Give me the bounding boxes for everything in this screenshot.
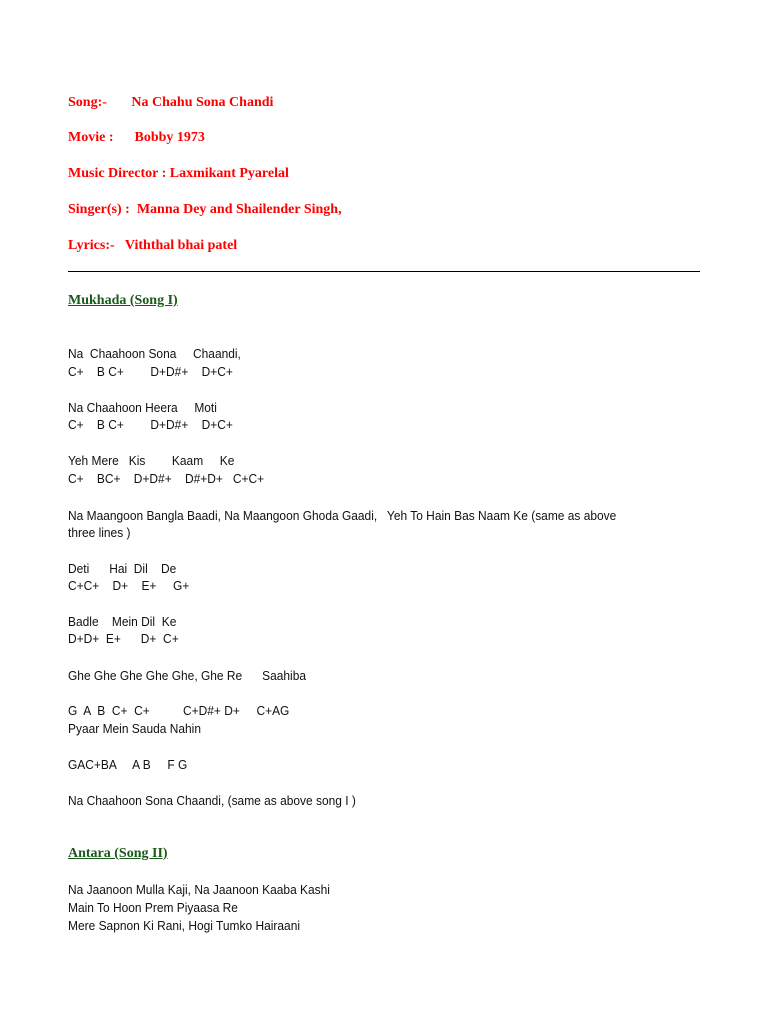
lyric-line: Deti Hai Dil De: [68, 561, 177, 576]
chord-line: D+D+ E+ D+ C+: [68, 631, 179, 646]
chord-line: C+ B C+ D+D#+ D+C+: [68, 364, 233, 379]
lyric-line: Main To Hoon Prem Piyaasa Re: [68, 900, 238, 915]
lyric-line: three lines ): [68, 525, 131, 540]
singers: Singer(s) : Manna Dey and Shailender Singh,: [68, 202, 342, 217]
divider-rule: [68, 271, 700, 272]
lyric-line: Mere Sapnon Ki Rani, Hogi Tumko Hairaani: [68, 918, 301, 933]
chord-line: C+ BC+ D+D#+ D#+D+ C+C+: [68, 471, 265, 486]
chord-line: GAC+BA A B F G: [68, 757, 188, 772]
lyric-line: Na Chaahoon Sona Chaandi,: [68, 346, 241, 361]
chord-line: C+C+ D+ E+ G+: [68, 578, 190, 593]
chord-line: G A B C+ C+ C+D#+ D+ C+AG: [68, 703, 290, 718]
music-director: Music Director : Laxmikant Pyarelal: [68, 166, 289, 181]
lyric-line: Na Chaahoon Sona Chaandi, (same as above song I ): [68, 793, 356, 808]
chord-line: C+ B C+ D+D#+ D+C+: [68, 417, 233, 432]
mukhada-heading: Mukhada (Song I): [68, 293, 178, 308]
antara-heading: Antara (Song II): [68, 846, 168, 861]
lyric-line: Ghe Ghe Ghe Ghe Ghe, Ghe Re Saahiba: [68, 668, 307, 683]
lyricist: Lyrics:- Viththal bhai patel: [68, 238, 238, 253]
movie-info: Movie : Bobby 1973: [68, 130, 205, 145]
lyric-line: Na Jaanoon Mulla Kaji, Na Jaanoon Kaaba Kashi: [68, 882, 330, 897]
song-title: Song:- Na Chahu Sona Chandi: [68, 95, 274, 110]
lyric-line: Na Maangoon Bangla Baadi, Na Maangoon Ghoda Gaadi, Yeh To Hain Bas Naam Ke (same as above: [68, 508, 617, 523]
lyric-line: Badle Mein Dil Ke: [68, 614, 177, 629]
lyric-line: Yeh Mere Kis Kaam Ke: [68, 453, 235, 468]
lyric-line: Na Chaahoon Heera Moti: [68, 400, 217, 415]
lyric-line: Pyaar Mein Sauda Nahin: [68, 721, 201, 736]
